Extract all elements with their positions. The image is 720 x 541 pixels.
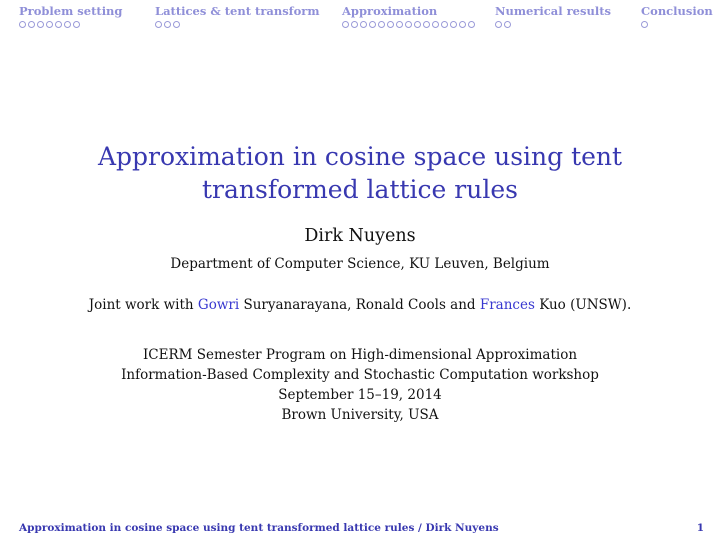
nav-section-numerical-results[interactable] bbox=[495, 4, 611, 28]
author-affiliation: Department of Computer Science, KU Leuven, Belgium bbox=[170, 256, 550, 272]
event-info bbox=[0, 345, 720, 425]
nav-dots bbox=[19, 21, 122, 28]
nav-frame-dot[interactable] bbox=[432, 21, 439, 28]
nav-dots bbox=[641, 21, 713, 28]
nav-frame-dot[interactable] bbox=[360, 21, 367, 28]
footer-bar bbox=[0, 522, 720, 538]
nav-frame-dot[interactable] bbox=[468, 21, 475, 28]
event-workshop: Information-Based Complexity and Stochastic Computation workshop bbox=[121, 367, 599, 383]
nav-section-title[interactable]: Approximation bbox=[342, 4, 438, 18]
nav-frame-dot[interactable] bbox=[37, 21, 44, 28]
nav-section-title[interactable]: Lattices & tent transform bbox=[155, 4, 320, 18]
event-program: ICERM Semester Program on High-dimensional Approximation bbox=[142, 347, 578, 363]
nav-frame-dot[interactable] bbox=[405, 21, 412, 28]
nav-frame-dot[interactable] bbox=[73, 21, 80, 28]
nav-frame-dot[interactable] bbox=[441, 21, 448, 28]
nav-frame-dot[interactable] bbox=[423, 21, 430, 28]
navigation-bar bbox=[0, 0, 720, 34]
nav-frame-dot[interactable] bbox=[64, 21, 71, 28]
joint-work-line bbox=[0, 297, 720, 313]
author-name: Dirk Nuyens bbox=[304, 226, 416, 246]
nav-frame-dot[interactable] bbox=[19, 21, 26, 28]
nav-section-lattices-tent-transform[interactable] bbox=[155, 4, 320, 28]
joint-prefix: Joint work with bbox=[88, 297, 198, 313]
nav-section-approximation[interactable] bbox=[342, 4, 475, 28]
nav-frame-dot[interactable] bbox=[414, 21, 421, 28]
page-number: 1 bbox=[696, 522, 704, 534]
nav-dots bbox=[155, 21, 320, 28]
nav-section-title[interactable]: Conclusion bbox=[641, 4, 713, 18]
joint-suffix: Kuo (UNSW). bbox=[534, 297, 632, 313]
event-dates: September 15–19, 2014 bbox=[278, 387, 442, 403]
slide-title: Approximation in cosine space using tent transformed lattice rules bbox=[97, 142, 623, 204]
nav-frame-dot[interactable] bbox=[46, 21, 53, 28]
nav-frame-dot[interactable] bbox=[459, 21, 466, 28]
collaborator-highlight-gowri: Gowri bbox=[197, 297, 240, 313]
nav-dots bbox=[342, 21, 475, 28]
nav-frame-dot[interactable] bbox=[164, 21, 171, 28]
collaborator-highlight-frances: Frances bbox=[479, 297, 535, 313]
nav-frame-dot[interactable] bbox=[378, 21, 385, 28]
nav-frame-dot[interactable] bbox=[504, 21, 511, 28]
title-block bbox=[0, 140, 720, 206]
nav-frame-dot[interactable] bbox=[396, 21, 403, 28]
nav-frame-dot[interactable] bbox=[55, 21, 62, 28]
nav-frame-dot[interactable] bbox=[173, 21, 180, 28]
nav-section-title[interactable]: Problem setting bbox=[19, 4, 123, 18]
nav-frame-dot[interactable] bbox=[351, 21, 358, 28]
nav-section-problem-setting[interactable] bbox=[19, 4, 122, 28]
nav-dots bbox=[495, 21, 611, 28]
nav-frame-dot[interactable] bbox=[387, 21, 394, 28]
nav-frame-dot[interactable] bbox=[369, 21, 376, 28]
nav-frame-dot[interactable] bbox=[450, 21, 457, 28]
nav-frame-dot[interactable] bbox=[342, 21, 349, 28]
nav-frame-dot[interactable] bbox=[641, 21, 648, 28]
nav-frame-dot[interactable] bbox=[495, 21, 502, 28]
nav-section-conclusion[interactable] bbox=[641, 4, 713, 28]
nav-frame-dot[interactable] bbox=[155, 21, 162, 28]
event-location: Brown University, USA bbox=[281, 407, 439, 423]
nav-section-title[interactable]: Numerical results bbox=[495, 4, 611, 18]
footer-title: Approximation in cosine space using tent transformed lattice rules / Dirk Nuyens bbox=[19, 522, 499, 534]
nav-frame-dot[interactable] bbox=[28, 21, 35, 28]
joint-middle: Suryanarayana, Ronald Cools and bbox=[239, 297, 480, 313]
